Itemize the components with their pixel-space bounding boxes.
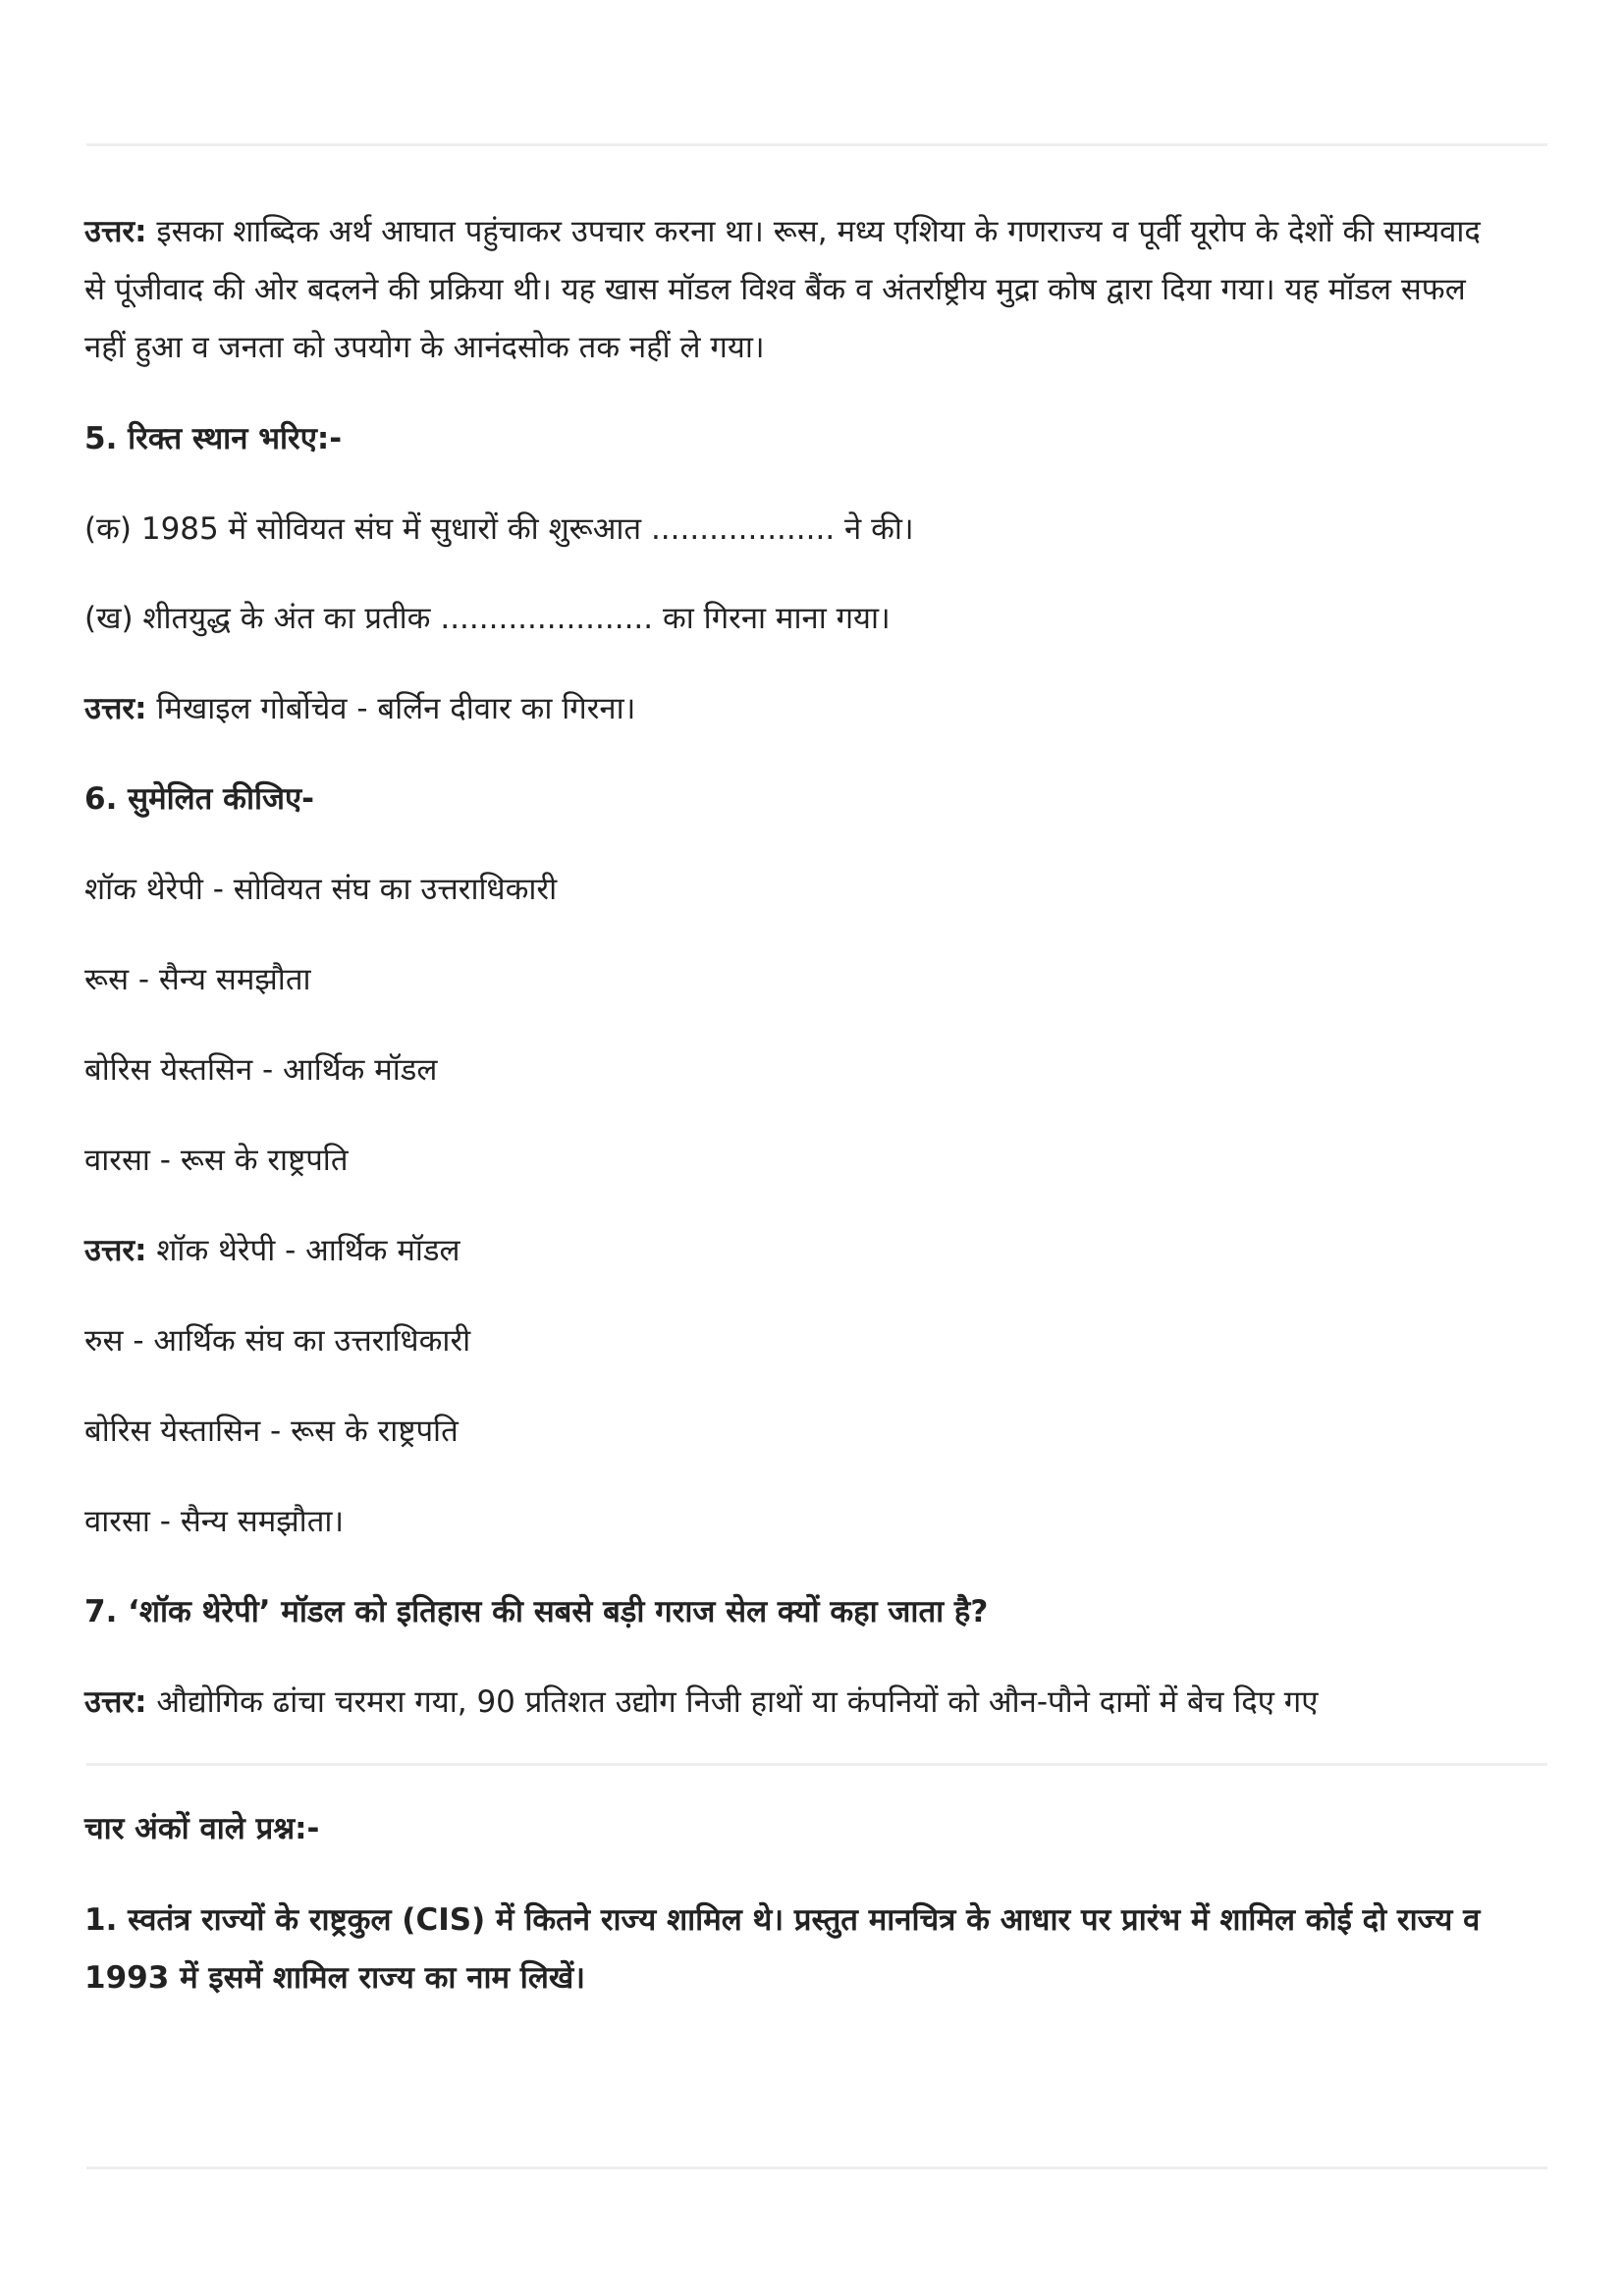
four-marks-q1-line-1: 1. स्वतंत्र राज्यों के राष्ट्रकुल (CIS) में कितने राज्य शामिल थे। प्रस्तुत मानचित्र के आधार पर प्रारंभ में शामिल कोई दो राज्य व — [84, 1902, 1481, 1938]
q6-answer: उत्तर: शॉक थेरेपी - आर्थिक मॉडल — [84, 1233, 460, 1268]
q5-item-a: (क) 1985 में सोवियत संघ में सुधारों की शुरूआत ................... ने की। — [84, 511, 914, 547]
answer-label: उत्तर: — [84, 691, 147, 726]
q6-heading: 6. सुमेलित कीजिए- — [84, 781, 315, 817]
answer-label: उत्तर: — [84, 214, 147, 249]
q6-item-1: शॉक थेरेपी - सोवियत संघ का उत्तराधिकारी — [84, 872, 558, 907]
intro-answer — [84, 203, 1557, 377]
q6-item-3: बोरिस येस्तसिन - आर्थिक मॉडल — [84, 1052, 438, 1088]
q5-item-b: (ख) शीतयुद्ध के अंत का प्रतीक ...................... का गिरना माना गया। — [84, 601, 891, 636]
q7-answer: उत्तर: औद्योगिक ढांचा चरमरा गया, 90 प्रतिशत उद्योग निजी हाथों या कंपनियों को औन-पौने दामों में बेच दिए गए — [84, 1684, 1319, 1720]
q5-heading: 5. रिक्त स्थान भरिए:- — [84, 421, 343, 456]
four-marks-q1-line-2: 1993 में इसमें शामिल राज्य का नाम लिखें। — [84, 1960, 585, 1996]
q6-item-4: वारसा - रूस के राष्ट्रपति — [84, 1143, 349, 1178]
answer-label: उत्तर: — [84, 1233, 147, 1268]
q6-answer-2: रुस - आर्थिक संघ का उत्तराधिकारी — [84, 1323, 471, 1359]
intro-answer-line-2: से पूंजीवाद की ओर बदलने की प्रक्रिया थी। यह खास मॉडल विश्व बैंक व अंतर्राष्ट्रीय मुद्रा कोष द्वारा दिया गया। यह मॉडल सफल — [84, 272, 1466, 307]
section-divider — [86, 1763, 1547, 1766]
q6-answer-4: वारसा - सैन्य समझौता। — [84, 1504, 345, 1539]
q6-item-2: रूस - सैन्य समझौता — [84, 962, 311, 997]
intro-answer-line-3: नहीं हुआ व जनता को उपयोग के आनंदसोक तक नहीं ले गया। — [84, 330, 765, 365]
q6-answer-3: बोरिस येस्तासिन - रूस के राष्ट्रपति — [84, 1414, 459, 1449]
bottom-divider — [86, 2166, 1547, 2169]
top-divider — [86, 143, 1547, 146]
q7-heading: 7. ‘शॉक थेरेपी’ मॉडल को इतिहास की सबसे बड़ी गराज सेल क्यों कहा जाता है? — [84, 1594, 989, 1629]
four-marks-heading: चार अंकों वाले प्रश्न:- — [84, 1811, 320, 1846]
answer-label: उत्तर: — [84, 1684, 147, 1720]
intro-answer-line-1: उत्तर: इसका शाब्दिक अर्थ आघात पहुंचाकर उपचार करना था। रूस, मध्य एशिया के गणराज्य व पूर्वी यूरोप के देशों की साम्यवाद — [84, 214, 1481, 249]
q5-answer: उत्तर: मिखाइल गोर्बोचेव - बर्लिन दीवार का गिरना। — [84, 691, 636, 726]
four-marks-q1 — [84, 1892, 1557, 2007]
